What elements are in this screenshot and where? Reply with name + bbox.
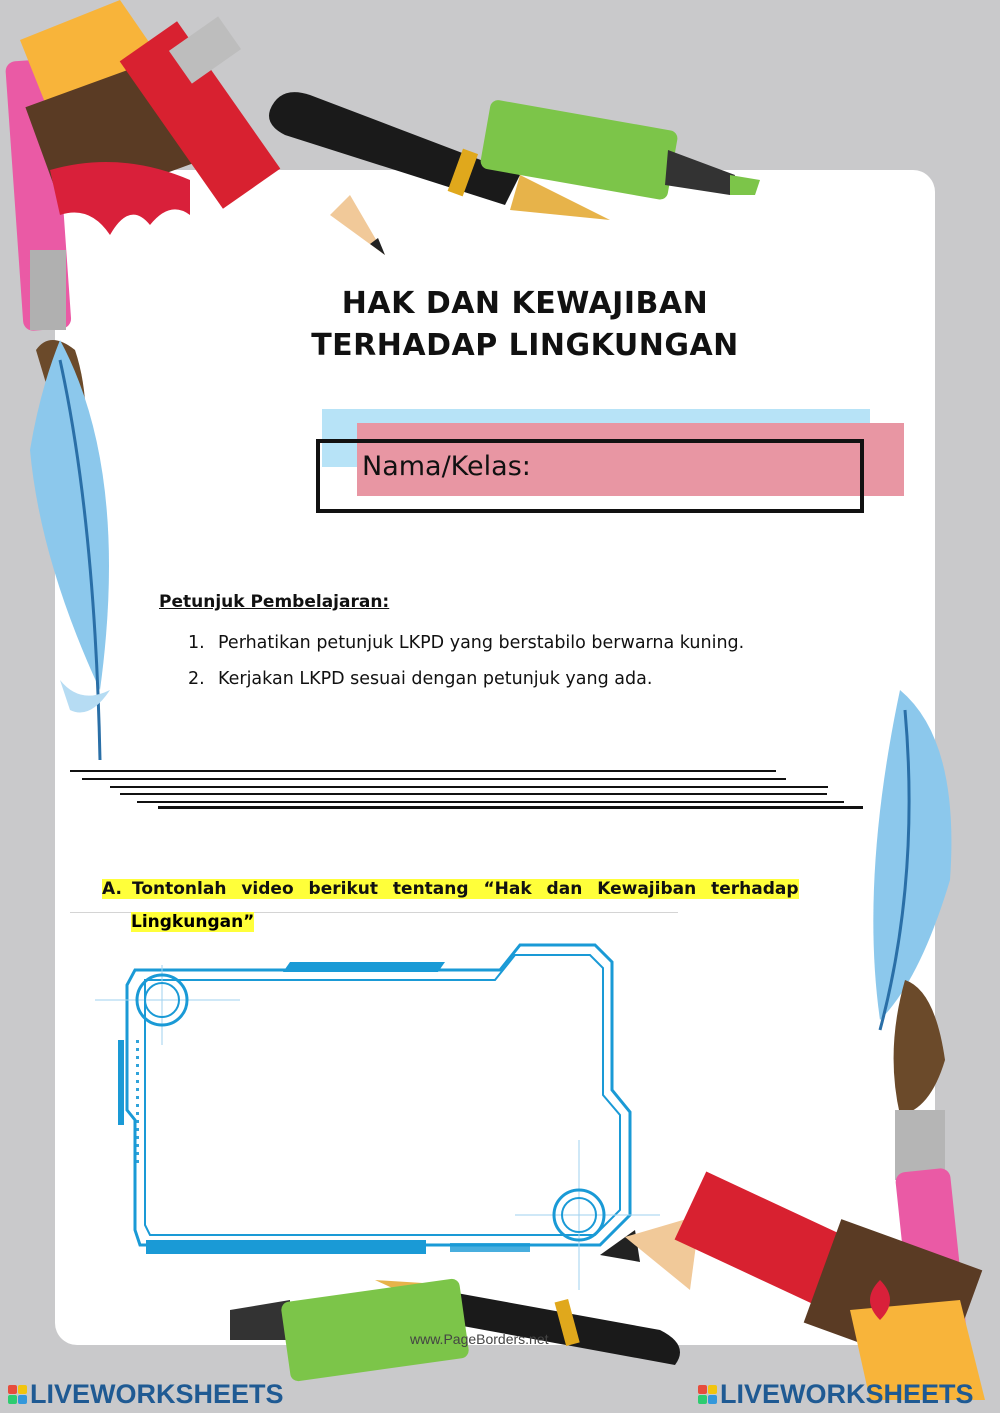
video-frame-accents	[118, 962, 530, 1254]
task-a-continued	[131, 906, 254, 939]
list-item-text: Perhatikan petunjuk LKPD yang berstabilo berwarna kuning.	[218, 633, 745, 653]
decorative-rules	[70, 770, 863, 809]
instructions-list	[188, 633, 744, 705]
task-a	[102, 873, 824, 906]
title-line-2: TERHADAP LINGKUNGAN	[311, 328, 739, 363]
instructions-heading: Petunjuk Pembelajaran:	[159, 592, 390, 612]
liveworksheets-logo-left[interactable]	[8, 1379, 284, 1410]
list-item-number: 2.	[188, 669, 205, 689]
feather-right-icon	[873, 690, 951, 1030]
name-class-label: Nama/Kelas:	[362, 451, 531, 482]
task-a-label: A.	[102, 879, 122, 899]
logo-text: LIVEWORKSHEETS	[30, 1379, 284, 1409]
video-frame	[95, 945, 660, 1290]
liveworksheets-logo-right[interactable]	[698, 1379, 974, 1410]
liveworksheets-logo-icon	[8, 1385, 27, 1404]
logo-text: LIVEWORKSHEETS	[720, 1379, 974, 1409]
task-a-text-line1: Tontonlah video berikut tentang “Hak dan Kewajiban terhadap	[132, 879, 799, 899]
liveworksheets-logo-icon	[698, 1385, 717, 1404]
task-a-text-line2: Lingkungan”	[131, 912, 255, 932]
list-item-number: 1.	[188, 633, 205, 653]
list-item	[188, 633, 744, 669]
title-line-1: HAK DAN KEWAJIBAN	[341, 286, 709, 321]
feather-left-icon	[30, 340, 110, 760]
border-credit: www.PageBorders.net	[410, 1331, 549, 1347]
list-item-text: Kerjakan LKPD sesuai dengan petunjuk yang ada.	[218, 669, 653, 689]
list-item	[188, 669, 744, 705]
highlighter-green-bottom-icon	[230, 1278, 470, 1382]
